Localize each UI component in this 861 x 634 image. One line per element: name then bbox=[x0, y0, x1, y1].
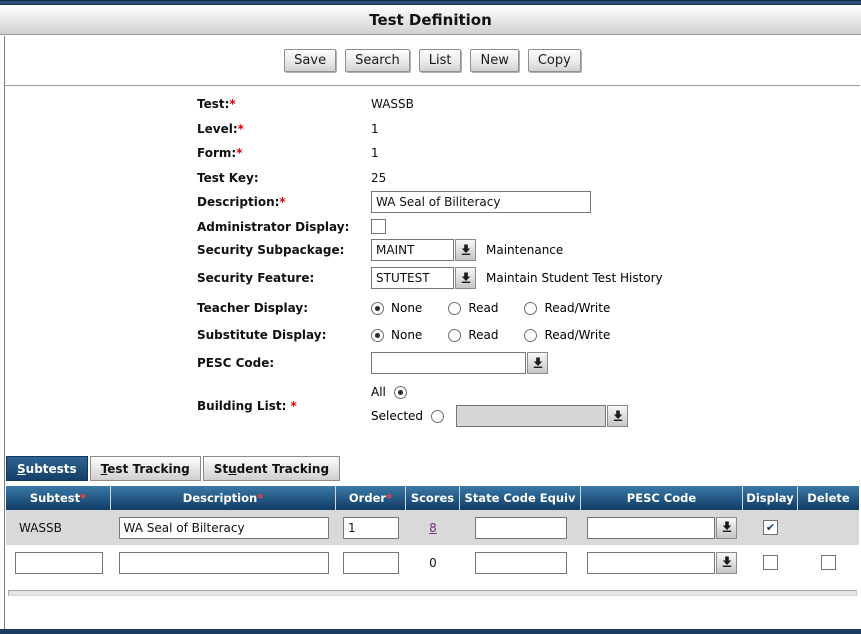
security-subpackage-label: Security Subpackage: bbox=[197, 243, 345, 257]
field-row-security-subpackage bbox=[197, 239, 860, 261]
row-state-code-cell bbox=[460, 517, 581, 539]
security-subpackage-dropdown-button[interactable] bbox=[455, 239, 476, 261]
new-description-cell bbox=[111, 552, 336, 574]
list-button[interactable]: List bbox=[419, 49, 462, 72]
substitute-display-option-read[interactable]: Read bbox=[448, 328, 498, 342]
new-subtest-input[interactable] bbox=[15, 552, 103, 574]
field-row-level bbox=[197, 122, 860, 136]
header-order: Order * bbox=[336, 486, 406, 510]
radio-button[interactable] bbox=[448, 302, 461, 315]
radio-button[interactable] bbox=[524, 329, 537, 342]
new-display-checkbox[interactable] bbox=[763, 555, 778, 570]
new-delete-checkbox[interactable] bbox=[821, 555, 836, 570]
row-order-input[interactable] bbox=[343, 517, 399, 539]
administrator-display-label: Administrator Display: bbox=[197, 219, 350, 234]
row-description-cell bbox=[111, 517, 336, 539]
new-state-code-cell bbox=[460, 552, 581, 574]
subtests-table-header bbox=[6, 486, 859, 510]
pesc-code-label: PESC Code: bbox=[197, 356, 275, 370]
row-pesc-cell bbox=[581, 517, 743, 539]
new-pesc-dropdown-button[interactable] bbox=[716, 552, 737, 574]
field-row-description bbox=[197, 191, 860, 213]
test-value: WASSB bbox=[371, 97, 414, 111]
row-scores-cell bbox=[406, 521, 460, 535]
security-subpackage-description: Maintenance bbox=[486, 243, 564, 257]
dropdown-arrow-icon bbox=[722, 555, 732, 570]
test-key-label: Test Key: bbox=[197, 171, 259, 185]
title-bar bbox=[0, 5, 861, 35]
radio-button[interactable] bbox=[431, 410, 444, 423]
substitute-display-label: Substitute Display: bbox=[197, 328, 327, 342]
substitute-display-option-readwrite[interactable]: Read/Write bbox=[524, 328, 610, 342]
header-scores: Scores bbox=[406, 486, 460, 510]
row-state-code-input[interactable] bbox=[475, 517, 567, 539]
description-input[interactable] bbox=[371, 191, 591, 213]
pesc-code-dropdown-button[interactable] bbox=[527, 352, 548, 374]
new-button[interactable]: New bbox=[470, 49, 518, 72]
toolbar bbox=[5, 49, 860, 72]
building-list-options bbox=[371, 382, 628, 430]
tab-test-tracking[interactable]: Test Tracking bbox=[90, 456, 201, 481]
substitute-display-option-none[interactable]: None bbox=[371, 328, 422, 342]
subtests-table bbox=[6, 486, 859, 580]
row-display-cell bbox=[743, 520, 798, 535]
radio-button[interactable] bbox=[394, 386, 407, 399]
new-pesc-input[interactable] bbox=[587, 552, 715, 574]
radio-button[interactable] bbox=[371, 329, 384, 342]
page-title: Test Definition bbox=[369, 10, 492, 29]
table-row bbox=[6, 510, 859, 545]
copy-button[interactable]: Copy bbox=[528, 49, 581, 72]
level-label: Level:* bbox=[197, 122, 244, 136]
building-list-dropdown bbox=[456, 405, 628, 427]
test-label: Test:* bbox=[197, 97, 236, 111]
teacher-display-option-read[interactable]: Read bbox=[448, 301, 498, 315]
field-row-substitute-display bbox=[197, 328, 860, 342]
field-row-pesc-code bbox=[197, 352, 860, 374]
new-pesc-cell bbox=[581, 552, 743, 574]
test-key-value: 25 bbox=[371, 171, 387, 185]
test-definition-form bbox=[5, 97, 860, 430]
security-subpackage-dropdown bbox=[371, 239, 476, 261]
teacher-display-label: Teacher Display: bbox=[197, 301, 308, 315]
security-subpackage-input[interactable] bbox=[371, 239, 454, 261]
header-subtest: Subtest * bbox=[6, 486, 111, 510]
radio-button[interactable] bbox=[448, 329, 461, 342]
new-delete-cell bbox=[798, 555, 859, 570]
scores-count: 0 bbox=[429, 555, 437, 570]
new-display-cell bbox=[743, 555, 798, 570]
row-description-input[interactable] bbox=[119, 517, 329, 539]
form-label: Form:* bbox=[197, 146, 243, 160]
dropdown-arrow-icon bbox=[461, 271, 471, 286]
building-list-selected-option[interactable]: Selected bbox=[371, 405, 628, 427]
teacher-display-option-readwrite[interactable]: Read/Write bbox=[524, 301, 610, 315]
new-state-code-input[interactable] bbox=[475, 552, 567, 574]
field-row-security-feature bbox=[197, 267, 860, 289]
building-list-dropdown-button[interactable] bbox=[607, 405, 628, 427]
description-label: Description:* bbox=[197, 195, 286, 209]
subtest-code: WASSB bbox=[19, 520, 62, 535]
new-description-input[interactable] bbox=[119, 552, 329, 574]
search-button[interactable]: Search bbox=[345, 49, 410, 72]
divider bbox=[5, 85, 860, 87]
dropdown-arrow-icon bbox=[722, 520, 732, 535]
header-display: Display bbox=[743, 486, 798, 510]
tab-subtests[interactable]: Subtests bbox=[6, 456, 88, 481]
radio-button[interactable] bbox=[524, 302, 537, 315]
display-checkbox[interactable] bbox=[763, 520, 778, 535]
row-order-cell bbox=[336, 517, 406, 539]
table-row-new bbox=[6, 545, 859, 580]
tab-student-tracking[interactable]: Student Tracking bbox=[203, 456, 340, 481]
scores-link[interactable]: 8 bbox=[429, 520, 437, 535]
dropdown-arrow-icon bbox=[613, 409, 623, 424]
security-feature-label: Security Feature: bbox=[197, 271, 315, 285]
pesc-code-input[interactable] bbox=[371, 352, 526, 374]
field-row-building-list bbox=[197, 382, 860, 430]
building-list-label: Building List: * bbox=[197, 399, 297, 413]
field-row-test bbox=[197, 97, 860, 111]
radio-button[interactable] bbox=[371, 302, 384, 315]
content-frame bbox=[4, 36, 860, 629]
horizontal-scrollbar[interactable] bbox=[8, 590, 857, 596]
bottom-navy-bar bbox=[0, 629, 861, 634]
new-scores-cell bbox=[406, 556, 460, 570]
header-description: Description * bbox=[111, 486, 336, 510]
field-row-teacher-display bbox=[197, 301, 860, 315]
teacher-display-option-none[interactable]: None bbox=[371, 301, 422, 315]
field-row-test-key bbox=[197, 171, 860, 185]
row-pesc-dropdown-button[interactable] bbox=[716, 517, 737, 539]
pesc-code-dropdown bbox=[371, 352, 548, 374]
form-value: 1 bbox=[371, 146, 379, 160]
field-row-form bbox=[197, 146, 860, 160]
administrator-display-checkbox[interactable] bbox=[371, 219, 386, 234]
level-value: 1 bbox=[371, 122, 379, 136]
building-list-all-option[interactable]: All bbox=[371, 385, 628, 399]
row-pesc-dropdown bbox=[587, 517, 737, 539]
dropdown-arrow-icon bbox=[461, 243, 471, 258]
new-subtest-cell bbox=[6, 552, 111, 574]
security-feature-input[interactable] bbox=[371, 267, 454, 289]
new-order-input[interactable] bbox=[343, 552, 399, 574]
save-button[interactable]: Save bbox=[284, 49, 336, 72]
building-list-input[interactable] bbox=[456, 405, 606, 427]
field-row-admin-display bbox=[197, 219, 860, 234]
header-pesc-code: PESC Code bbox=[581, 486, 743, 510]
tab-bar bbox=[5, 456, 860, 481]
security-feature-dropdown bbox=[371, 267, 476, 289]
security-feature-description: Maintain Student Test History bbox=[486, 271, 663, 285]
dropdown-arrow-icon bbox=[533, 356, 543, 371]
new-pesc-dropdown bbox=[587, 552, 737, 574]
header-delete: Delete bbox=[807, 491, 850, 505]
security-feature-dropdown-button[interactable] bbox=[455, 267, 476, 289]
new-order-cell bbox=[336, 552, 406, 574]
row-pesc-input[interactable] bbox=[587, 517, 715, 539]
header-state-code-equiv: State Code Equiv bbox=[460, 486, 581, 510]
